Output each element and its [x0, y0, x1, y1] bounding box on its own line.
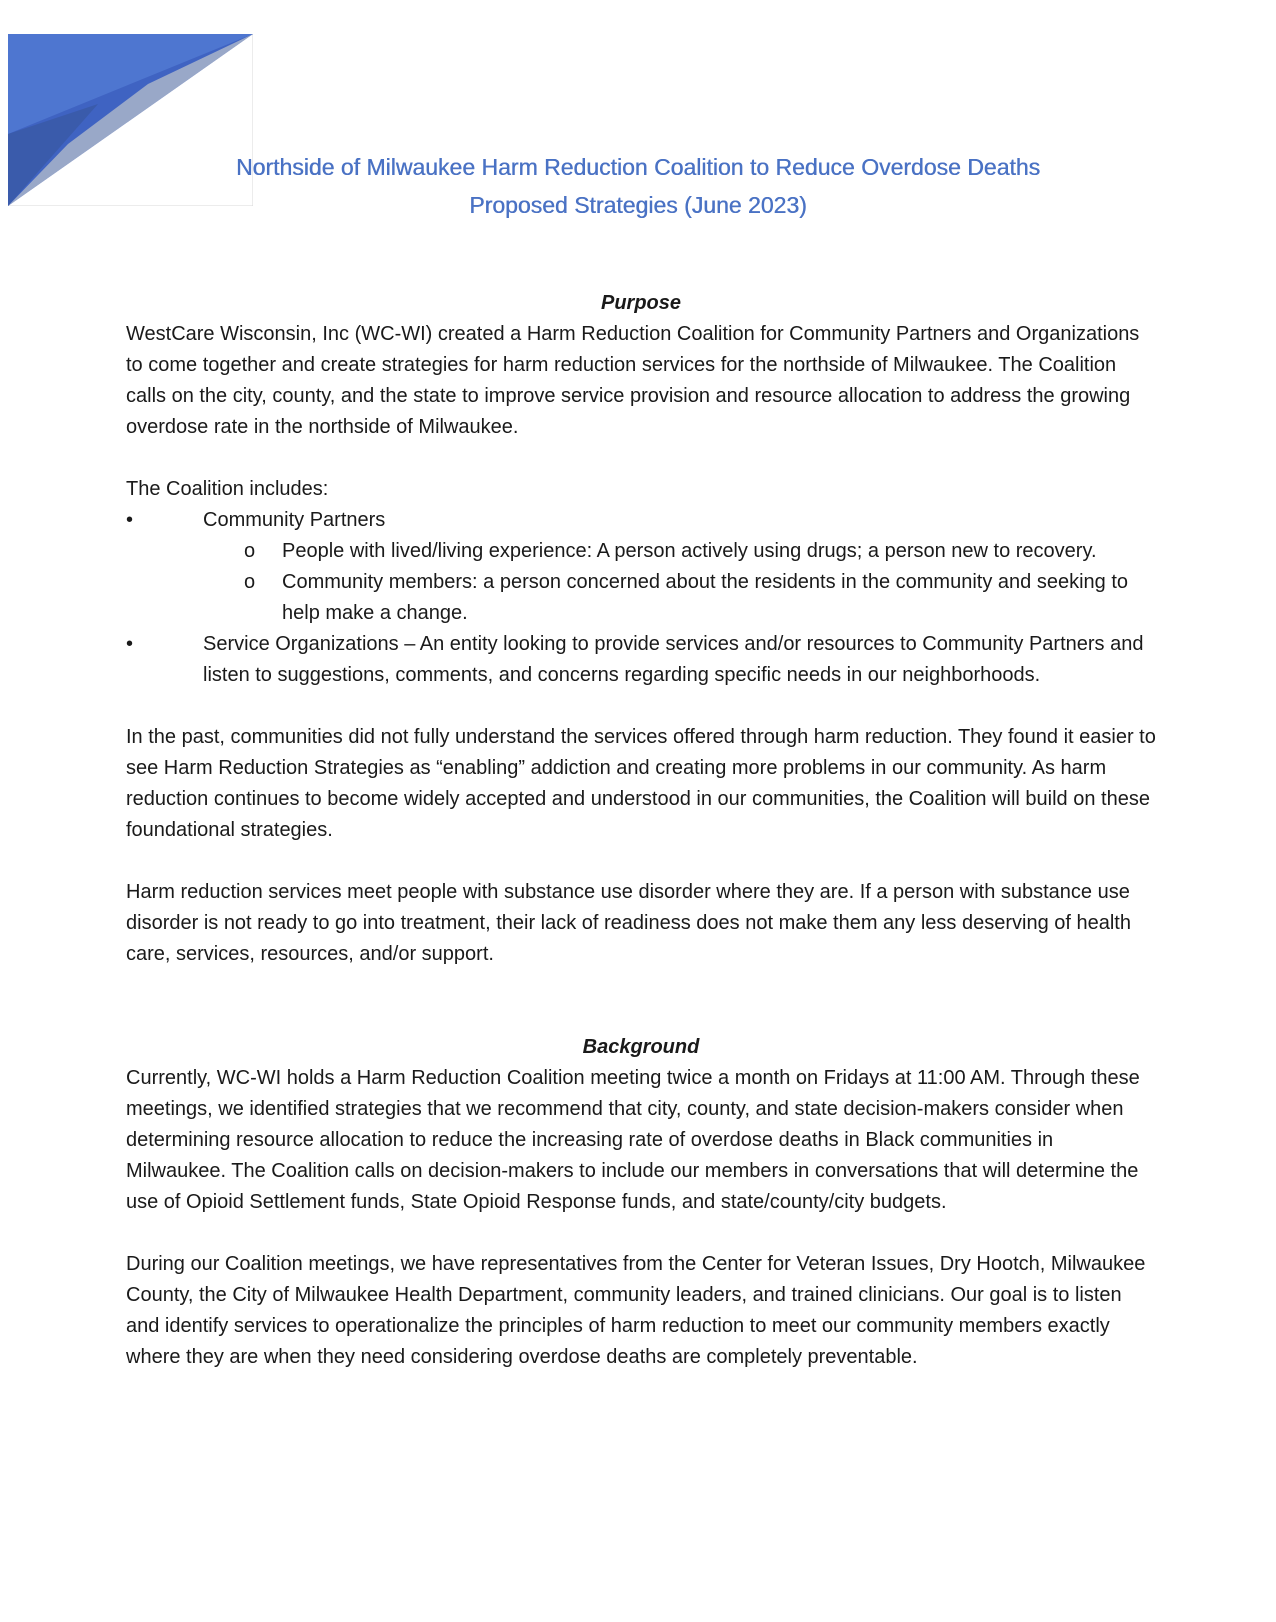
sub-bullet-text: People with lived/living experience: A person actively using drugs; a person new to recovery. — [282, 540, 1097, 562]
document-body — [126, 288, 1156, 1373]
bullet-text: Service Organizations – An entity looking to provide services and/or resources to Community Partners and listen to suggestions, comments, and concerns regarding specific needs in our neighborhoods. — [203, 633, 1144, 686]
bullet-marker: • — [126, 509, 134, 531]
sub-bullet-lived-experience — [126, 536, 1156, 567]
purpose-paragraph-2: In the past, communities did not fully understand the services offered through harm reduction. They found it easier to see Harm Reduction Strategies as “enabling” addiction and creating more problems in our community. As harm reduction continues to become widely accepted and understood in our communities, the Coalition will build on these foundational strategies. — [126, 726, 1156, 841]
sub-bullet-marker: o — [244, 540, 256, 562]
background-paragraph-1: Currently, WC-WI holds a Harm Reduction Coalition meeting twice a month on Fridays at 11:00 AM. Through these meetings, we identified strategies that we recommend that city, county, and state decision-makers consider when determining resource allocation to reduce the increasing rate of overdose deaths in Black communities in Milwaukee. The Coalition calls on decision-makers to include our members in conversations that will determine the use of Opioid Settlement funds, State Opioid Response funds, and state/county/city budgets. — [126, 1067, 1140, 1213]
bullet-service-organizations — [126, 629, 1156, 691]
background-paragraph-2: During our Coalition meetings, we have representatives from the Center for Veteran Issues, Dry Hootch, Milwaukee County, the City of Milwaukee Health Department, community leaders, and trained clinicians. Our goal is to listen and identify services to operationalize the principles of harm reduction to meet our community members exactly where they are when they need considering overdose deaths are completely preventable. — [126, 1253, 1146, 1368]
purpose-paragraph: WestCare Wisconsin, Inc (WC-WI) created a Harm Reduction Coalition for Community Partners and Organizations to come together and create strategies for harm reduction services for the northside of Milwaukee. The Coalition calls on the city, county, and the state to improve service provision and resource allocation to address the growing overdose rate in the northside of Milwaukee. — [126, 323, 1140, 438]
title-line-1: Northside of Milwaukee Harm Reduction Coalition to Reduce Overdose Deaths — [235, 154, 1041, 180]
purpose-heading: Purpose — [600, 292, 682, 314]
bullet-marker: • — [126, 633, 134, 655]
purpose-paragraph-3: Harm reduction services meet people with substance use disorder where they are. If a person with substance use disorder is not ready to go into treatment, their lack of readiness does not make them any less deserving of health care, services, resources, and/or support. — [126, 881, 1131, 965]
bullet-community-partners — [126, 505, 1156, 536]
bullet-text: Community Partners — [203, 509, 386, 531]
sub-bullet-text: Community members: a person concerned about the residents in the community and seeking to help make a change. — [282, 571, 1128, 624]
sub-bullet-community-members — [126, 567, 1156, 629]
sub-bullet-marker: o — [244, 571, 256, 593]
background-heading: Background — [582, 1036, 700, 1058]
title-line-2: Proposed Strategies (June 2023) — [469, 192, 807, 218]
document-title — [0, 148, 1276, 224]
coalition-includes-intro: The Coalition includes: — [126, 478, 329, 500]
